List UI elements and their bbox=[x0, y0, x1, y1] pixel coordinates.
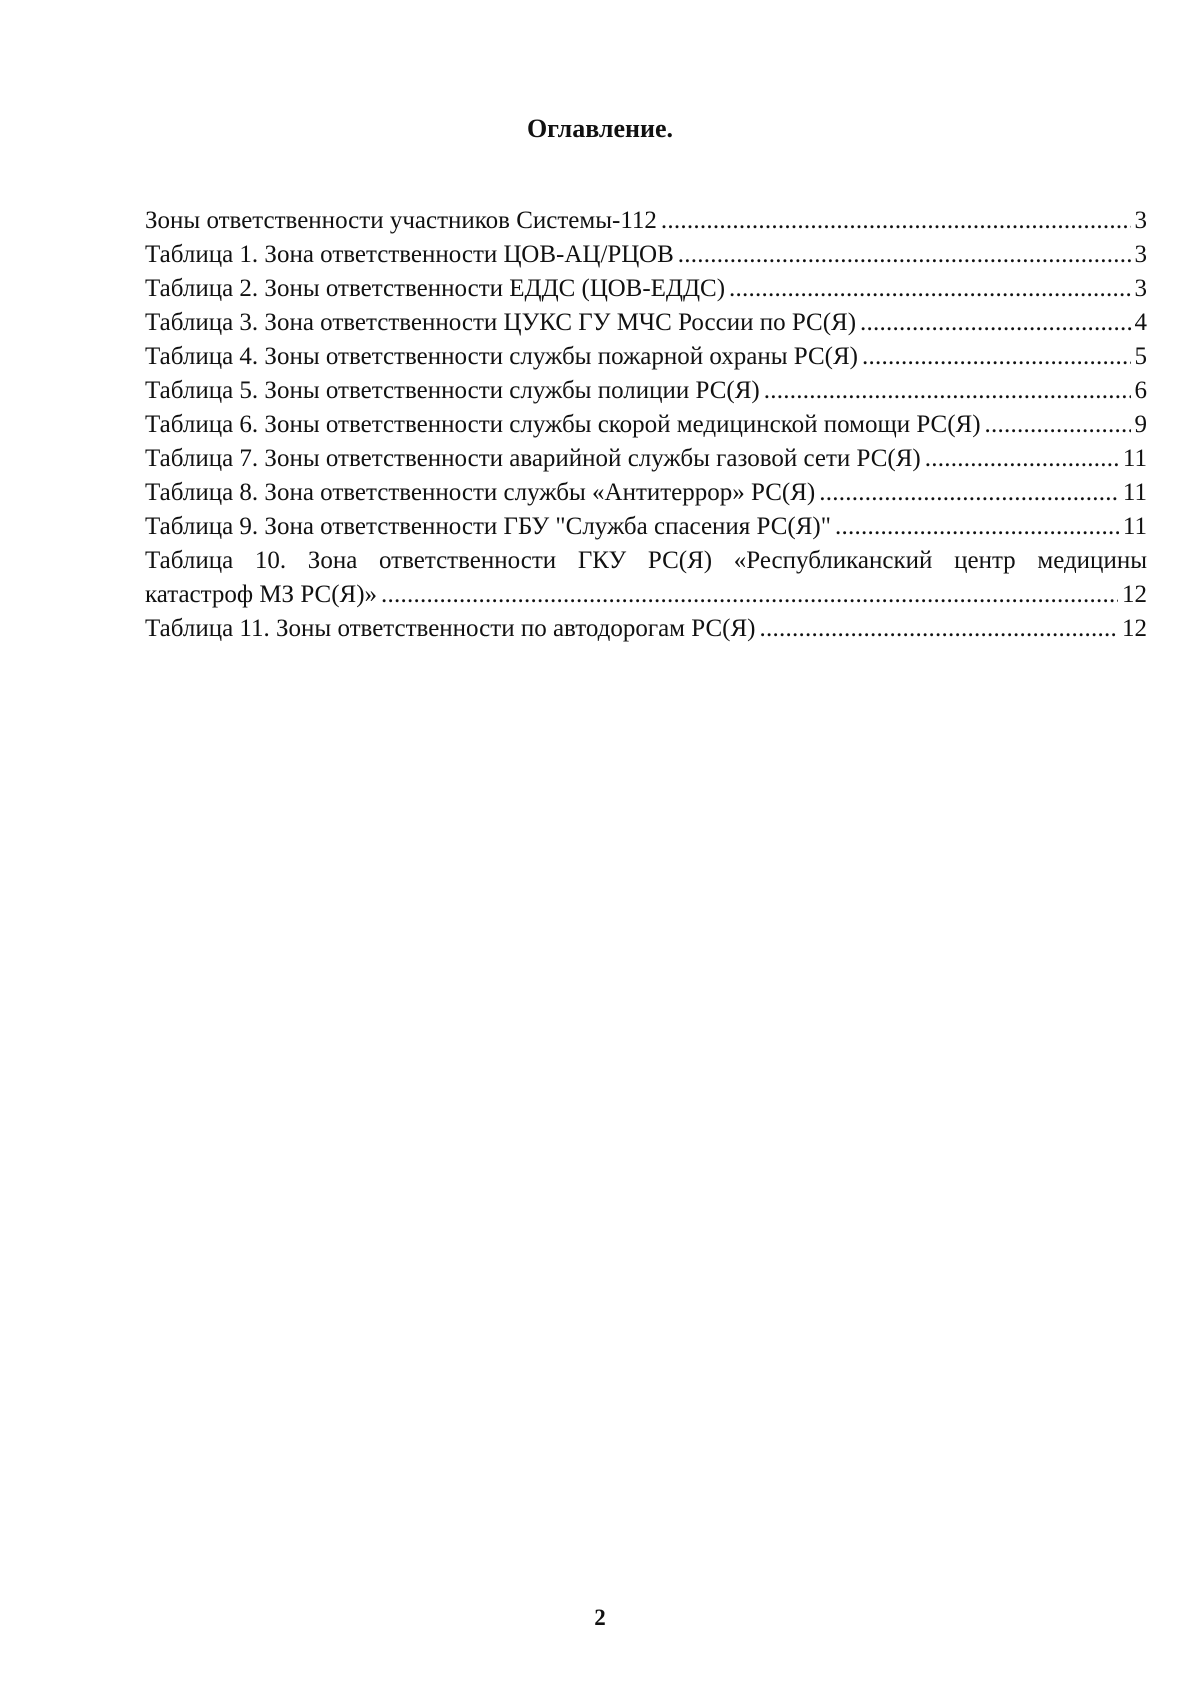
toc-dot-leader bbox=[925, 442, 1119, 476]
toc-entry[interactable] bbox=[145, 306, 1147, 340]
toc-entry[interactable] bbox=[145, 272, 1147, 306]
page-number: 2 bbox=[594, 1605, 606, 1630]
toc-entry[interactable] bbox=[145, 510, 1147, 544]
toc-entry-text: Таблица 11. Зоны ответственности по автодорогам РС(Я) bbox=[145, 615, 756, 642]
toc-entry[interactable] bbox=[145, 374, 1147, 408]
toc-entry[interactable] bbox=[145, 476, 1147, 510]
toc-entry-text-line1: Таблица 10. Зона ответственности ГКУ РС(Я) «Республиканский центр медицины bbox=[145, 547, 1147, 574]
toc-entry-text: Таблица 6. Зоны ответственности службы скорой медицинской помощи РС(Я) bbox=[145, 411, 981, 438]
toc-entry-page: 9 bbox=[1134, 411, 1147, 438]
toc-entry[interactable] bbox=[145, 340, 1147, 374]
toc-entry-page: 12 bbox=[1122, 615, 1147, 642]
toc-entry-page: 3 bbox=[1134, 207, 1147, 234]
toc-entry-page: 11 bbox=[1122, 479, 1147, 506]
toc-entry[interactable] bbox=[145, 612, 1147, 646]
toc-dot-leader bbox=[764, 374, 1131, 408]
toc-entry-text: Таблица 9. Зона ответственности ГБУ "Служба спасения РС(Я)" bbox=[145, 513, 831, 540]
toc-entry-page: 5 bbox=[1134, 343, 1147, 370]
toc-dot-leader bbox=[985, 408, 1131, 442]
toc-dot-leader bbox=[860, 306, 1130, 340]
table-of-contents bbox=[145, 204, 1147, 646]
toc-entry-text: Таблица 8. Зона ответственности службы «Антитеррор» РС(Я) bbox=[145, 479, 816, 506]
toc-entry[interactable] bbox=[145, 544, 1147, 612]
toc-entry-page: 3 bbox=[1134, 241, 1147, 268]
toc-dot-leader bbox=[678, 238, 1131, 272]
toc-dot-leader bbox=[835, 510, 1119, 544]
toc-dot-leader bbox=[729, 272, 1130, 306]
toc-entry-page: 11 bbox=[1122, 445, 1147, 472]
toc-entry[interactable] bbox=[145, 408, 1147, 442]
toc-entry-text: Зоны ответственности участников Системы-112 bbox=[145, 207, 657, 234]
toc-entry-text: Таблица 1. Зона ответственности ЦОВ-АЦ/РЦОВ bbox=[145, 241, 674, 268]
toc-entry-page: 6 bbox=[1134, 377, 1147, 404]
toc-entry-text: Таблица 2. Зоны ответственности ЕДДС (ЦОВ-ЕДДС) bbox=[145, 275, 726, 302]
toc-title: Оглавление. bbox=[526, 114, 674, 143]
toc-entry[interactable] bbox=[145, 442, 1147, 476]
toc-entry-page: 4 bbox=[1134, 309, 1147, 336]
toc-dot-leader bbox=[759, 612, 1118, 646]
toc-entry-page: 12 bbox=[1122, 581, 1147, 608]
toc-entry-text: катастроф МЗ РС(Я)» bbox=[145, 581, 378, 608]
toc-entry[interactable] bbox=[145, 238, 1147, 272]
toc-entry[interactable] bbox=[145, 204, 1147, 238]
toc-dot-leader bbox=[819, 476, 1119, 510]
toc-entry-page: 11 bbox=[1122, 513, 1147, 540]
toc-dot-leader bbox=[381, 578, 1118, 612]
toc-entry-text: Таблица 3. Зона ответственности ЦУКС ГУ МЧС России по РС(Я) bbox=[145, 309, 857, 336]
toc-dot-leader bbox=[661, 204, 1131, 238]
toc-entry-text: Таблица 4. Зоны ответственности службы пожарной охраны РС(Я) bbox=[145, 343, 858, 370]
toc-dot-leader bbox=[862, 340, 1131, 374]
toc-entry-text: Таблица 7. Зоны ответственности аварийной службы газовой сети РС(Я) bbox=[145, 445, 921, 472]
toc-entry-text: Таблица 5. Зоны ответственности службы полиции РС(Я) bbox=[145, 377, 760, 404]
toc-entry-page: 3 bbox=[1134, 275, 1147, 302]
